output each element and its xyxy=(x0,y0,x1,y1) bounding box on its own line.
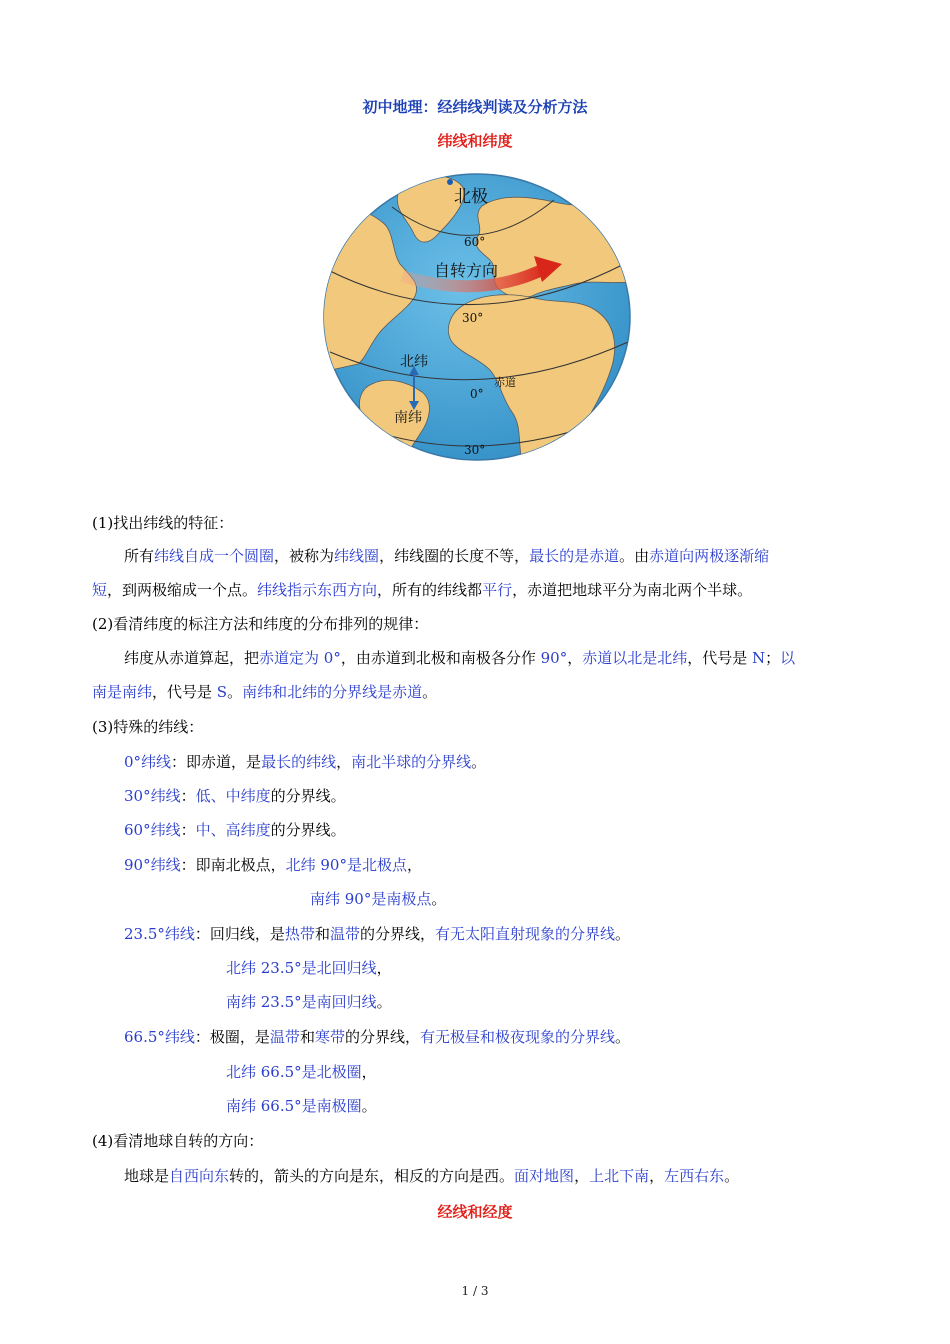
text-run: 有无太阳直射现象的分界线 xyxy=(434,925,615,943)
label-north-latitude: 北纬 xyxy=(400,354,428,370)
text-run: 。 xyxy=(615,1028,631,1046)
special-lat-66-5-south xyxy=(226,1096,377,1116)
text-run: 的分界线， xyxy=(359,925,435,943)
text-run: 。由 xyxy=(619,547,650,565)
text-run: ：回归线，是 xyxy=(194,925,285,943)
text-run: ，由赤道到北极和南极各分作 xyxy=(340,649,541,667)
text-run: 南纬 66.5°是南极圈 xyxy=(226,1097,362,1115)
text-run: ， xyxy=(376,959,392,977)
text-run: 纬线自成一个圆圈 xyxy=(154,547,275,565)
text-run: 以 xyxy=(780,649,796,667)
text-run: 最长的是赤道 xyxy=(529,547,620,565)
text-run: 有无极昼和极夜现象的分界线 xyxy=(419,1028,615,1046)
text-run: 90° xyxy=(540,649,568,667)
text-run: ，代号是 xyxy=(152,683,217,701)
text-run: 赤道向两极逐渐缩 xyxy=(649,547,770,565)
label-south-latitude: 南纬 xyxy=(394,410,422,426)
label-equator: 赤道 xyxy=(494,376,516,389)
text-run: ，赤道把地球平分为南北两个半球。 xyxy=(512,581,753,599)
section-heading-latitude: 纬线和纬度 xyxy=(437,132,513,150)
text-run: 的分界线。 xyxy=(270,787,346,805)
text-run: 23.5°纬线 xyxy=(124,925,195,943)
text-run: 北纬 66.5°是北极圈 xyxy=(226,1063,362,1081)
text-run: 赤道以北是北纬 xyxy=(582,649,688,667)
text-run: 南北半球的分界线 xyxy=(351,753,472,771)
special-lat-30 xyxy=(124,786,346,806)
text-run: 南是南纬 xyxy=(92,683,153,701)
special-lat-60 xyxy=(124,820,346,840)
text-run: S xyxy=(216,683,228,701)
paragraph-1-line-2 xyxy=(92,580,752,600)
paragraph-2-line-1 xyxy=(124,648,795,668)
page-title: 初中地理：经纬线判读及分析方法 xyxy=(362,98,588,116)
text-run: ， xyxy=(567,649,583,667)
paragraph-4 xyxy=(124,1166,739,1186)
text-run: ，到两极缩成一个点。 xyxy=(107,581,258,599)
label-lat-60: 60° xyxy=(464,235,486,249)
label-lat-30s: 30° xyxy=(464,443,486,457)
text-run: 66.5°纬线 xyxy=(124,1028,195,1046)
special-lat-23-5-north xyxy=(226,958,392,978)
text-run: 90°纬线 xyxy=(124,856,181,874)
text-run: 赤道定为 0° xyxy=(259,649,341,667)
text-run: 。 xyxy=(724,1167,740,1185)
text-run: 最长的纬线 xyxy=(261,753,337,771)
text-run: 自西向东 xyxy=(169,1167,230,1185)
text-run: 北纬 90°是北极点 xyxy=(285,856,407,874)
text-run: 和 xyxy=(299,1028,315,1046)
text-run: 地球是 xyxy=(124,1167,170,1185)
text-run: 热带 xyxy=(284,925,315,943)
text-run: 中、高纬度 xyxy=(195,821,271,839)
text-run: ：极圈，是 xyxy=(194,1028,270,1046)
section-heading-longitude: 经线和经度 xyxy=(437,1203,513,1221)
text-run: 。 xyxy=(431,890,447,908)
text-run: 上北下南 xyxy=(589,1167,650,1185)
text-run: 面对地图 xyxy=(514,1167,575,1185)
special-lat-0 xyxy=(124,752,486,772)
special-lat-66-5 xyxy=(124,1027,630,1047)
text-run: ：即赤道，是 xyxy=(171,753,262,771)
text-run: 平行 xyxy=(482,581,513,599)
text-run: 。 xyxy=(361,1097,377,1115)
text-run: ，纬线圈的长度不等， xyxy=(379,547,530,565)
text-run: ，所有的纬线都 xyxy=(377,581,483,599)
text-run: 南纬 90°是南极点 xyxy=(310,890,432,908)
text-run: 。 xyxy=(376,993,392,1011)
text-run: 左西右东 xyxy=(664,1167,725,1185)
text-run: 南纬和北纬的分界线是赤道 xyxy=(242,683,423,701)
text-run: ， xyxy=(361,1063,377,1081)
label-north-pole: 北极 xyxy=(454,187,488,207)
text-run: ； xyxy=(765,649,781,667)
text-run: 转的，箭头的方向是东，相反的方向是西。 xyxy=(229,1167,515,1185)
heading-1: (1)找出纬线的特征： xyxy=(92,514,234,532)
heading-3: (3)特殊的纬线： xyxy=(92,718,204,736)
text-run: 0°纬线 xyxy=(124,753,172,771)
text-run: 。 xyxy=(615,925,631,943)
label-lat-30n: 30° xyxy=(462,311,484,325)
text-run: 60°纬线 xyxy=(124,821,181,839)
text-run: ：即南北极点， xyxy=(180,856,286,874)
text-run: 低、中纬度 xyxy=(195,787,271,805)
text-run: ， xyxy=(406,856,422,874)
text-run: 南纬 23.5°是南回归线 xyxy=(226,993,377,1011)
text-run: 。 xyxy=(471,753,487,771)
text-run: ， xyxy=(336,753,352,771)
text-run: ， xyxy=(649,1167,665,1185)
text-run: 北纬 23.5°是北回归线 xyxy=(226,959,377,977)
text-run: 。 xyxy=(227,683,243,701)
text-run: 纬度从赤道算起，把 xyxy=(124,649,260,667)
globe-figure xyxy=(322,172,632,462)
text-run: 的分界线。 xyxy=(270,821,346,839)
special-lat-23-5-south xyxy=(226,992,392,1012)
special-lat-23-5 xyxy=(124,924,630,944)
text-run: 和 xyxy=(314,925,330,943)
text-run: 短 xyxy=(92,581,108,599)
text-run: 的分界线， xyxy=(344,1028,420,1046)
text-run: 30°纬线 xyxy=(124,787,181,805)
text-run: ，被称为 xyxy=(274,547,335,565)
text-run: ： xyxy=(180,787,196,805)
heading-2: (2)看清纬度的标注方法和纬度的分布排列的规律： xyxy=(92,615,429,633)
text-run: ： xyxy=(180,821,196,839)
paragraph-2-line-2 xyxy=(92,682,437,702)
text-run: 寒带 xyxy=(314,1028,345,1046)
text-run: 。 xyxy=(422,683,438,701)
text-run: 温带 xyxy=(269,1028,300,1046)
special-lat-90-south xyxy=(310,889,446,909)
text-run: 温带 xyxy=(329,925,360,943)
heading-4: (4)看清地球自转的方向： xyxy=(92,1132,264,1150)
text-run: 纬线指示东西方向 xyxy=(257,581,378,599)
text-run: 纬线圈 xyxy=(334,547,380,565)
paragraph-1-line-1 xyxy=(124,546,769,566)
north-pole-point-icon xyxy=(447,179,453,185)
text-run: N xyxy=(752,649,766,667)
text-run: ， xyxy=(574,1167,590,1185)
special-lat-66-5-north xyxy=(226,1062,377,1082)
text-run: 所有 xyxy=(124,547,155,565)
text-run: ，代号是 xyxy=(687,649,753,667)
label-lat-0: 0° xyxy=(470,387,484,401)
page-number: 1 / 3 xyxy=(461,1284,489,1298)
special-lat-90 xyxy=(124,855,422,875)
label-rotation-direction: 自转方向 xyxy=(434,261,499,280)
